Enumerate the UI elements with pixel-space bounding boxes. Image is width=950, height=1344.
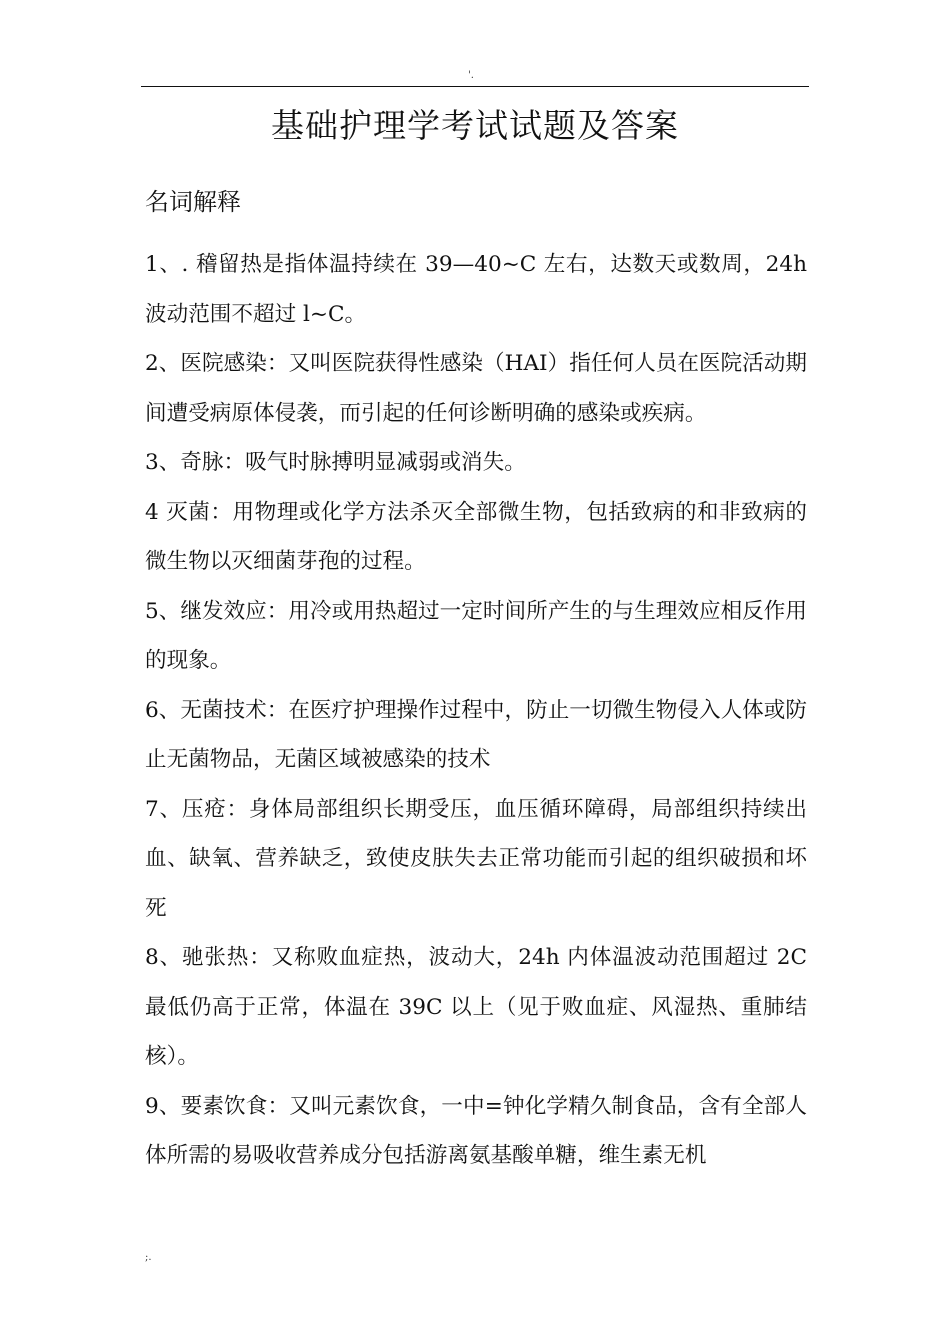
header-mark: '.: [468, 70, 474, 81]
definition-entry-7: 7、压疮：身体局部组织长期受压，血压循环障碍，局部组织持续出血、缺氧、营养缺乏，致使皮肤失去正常功能而引起的组织破损和坏死: [145, 796, 807, 921]
definition-entry-2: 2、医院感染：又叫医院获得性感染（HAI）指任何人员在医院活动期间遭受病原体侵袭，而引起的任何诊断明确的感染或疾病。: [145, 351, 807, 426]
definitions-list: [145, 240, 807, 1181]
definition-entry-6: 6、无菌技术：在医疗护理操作过程中，防止一切微生物侵入人体或防止无菌物品，无菌区域被感染的技术: [145, 697, 807, 772]
definition-entry-3: 3、奇脉：吸气时脉搏明显减弱或消失。: [145, 450, 526, 475]
footer-mark: ;.: [145, 1252, 152, 1263]
definition-entry-8: 8、驰张热：又称败血症热，波动大，24h 内体温波动范围超过 2C 最低仍高于正常，体温在 39C 以上（见于败血症、风湿热、重肺结核）。: [145, 945, 807, 1069]
definition-entry-9: 9、要素饮食：又叫元素饮食，一中=钟化学精久制食品，含有全部人体所需的易吸收营养成分包括游离氨基酸单糖，维生素无机: [145, 1093, 807, 1168]
definition-entry-5: 5、继发效应：用冷或用热超过一定时间所产生的与生理效应相反作用的现象。: [145, 598, 807, 673]
definition-entry-1: 1、. 稽留热是指体温持续在 39—40~C 左右，达数天或数周，24h 波动范围不超过 l~C。: [145, 252, 807, 327]
document-title: 基础护理学考试试题及答案: [271, 106, 679, 145]
header-rule: [141, 86, 809, 87]
definition-entry-4: 4 灭菌：用物理或化学方法杀灭全部微生物，包括致病的和非致病的微生物以灭细菌芽孢的过程。: [145, 499, 807, 574]
section-heading: 名词解释: [145, 188, 241, 216]
